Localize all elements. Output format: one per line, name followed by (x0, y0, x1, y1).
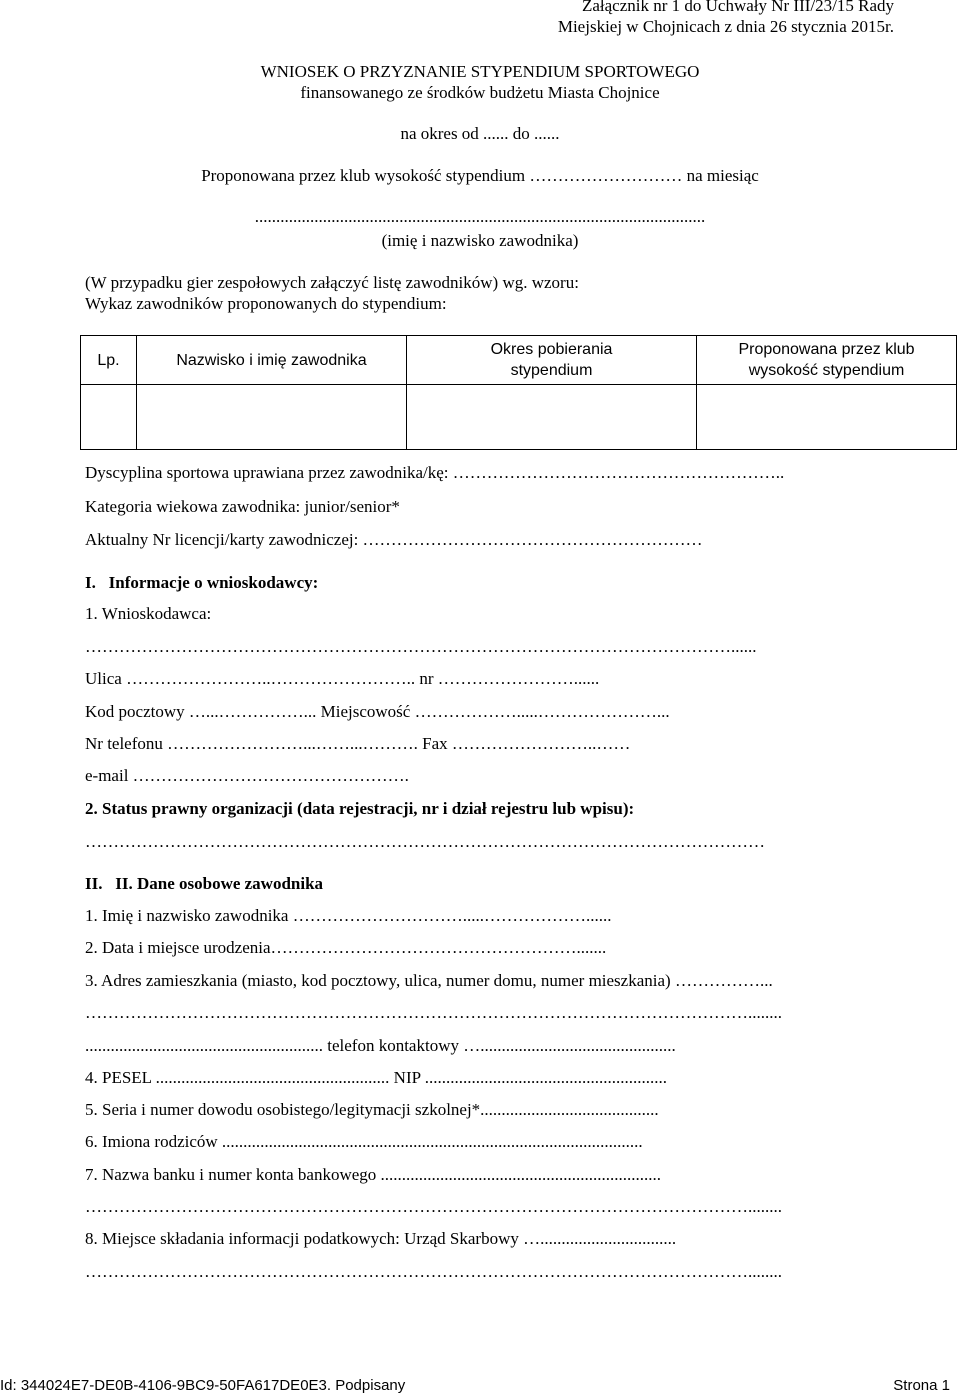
bank-account-dots[interactable]: ………………………………………………………………………………………………………........ (85, 1197, 782, 1216)
section-2-heading: II. II. Dane osobowe zawodnika (85, 874, 324, 893)
footer-page-number: Strona 1 (893, 1377, 950, 1394)
phone-fax-field[interactable]: Nr telefonu ……………………...……...………. Fax ……………………..…… (85, 734, 631, 753)
street-field[interactable]: Ulica ……………………..…………………….. nr ……………………...... (85, 669, 600, 688)
applicant-field[interactable]: ……………………………………………………………………………………………………...... (85, 637, 757, 656)
tax-office-dots[interactable]: ………………………………………………………………………………………………………........ (85, 1262, 782, 1281)
athlete-name-field[interactable]: 1. Imię i nazwisko zawodnika ………………………….....………………...... (85, 906, 612, 925)
table-cell[interactable] (137, 385, 407, 450)
table-cell[interactable] (407, 385, 697, 450)
legal-status-field[interactable]: ………………………………………………………………………………………………………… (85, 832, 765, 851)
section-1-heading: I. Informacje o wnioskodawcy: (85, 573, 319, 592)
id-document-field[interactable]: 5. Seria i numer dowodu osobistego/legitymacji szkolnej*.......................................... (85, 1100, 659, 1119)
team-note: (W przypadku gier zespołowych załączyć listę zawodników) wg. wzoru: (85, 273, 579, 292)
pesel-nip-field[interactable]: 4. PESEL ....................................................... NIP ......................................................... (85, 1068, 667, 1087)
period-line: na okres od ...... do ...... (400, 124, 560, 143)
table-cell[interactable] (697, 385, 957, 450)
col-lp-header: Lp. (81, 336, 137, 385)
discipline-field[interactable]: Dyscyplina sportowa uprawiana przez zawodnika/kę: ………………………………………………….. (85, 463, 785, 482)
legal-status-label: 2. Status prawny organizacji (data rejestracji, nr i dział rejestru lub wpisu): (85, 799, 635, 818)
address-field[interactable]: 3. Adres zamieszkania (miasto, kod pocztowy, ulica, numer domu, numer mieszkania) ……………... (85, 971, 773, 990)
contact-phone-field[interactable]: ........................................................ telefon kontaktowy ….............................................. (85, 1036, 676, 1055)
annex-line-1: Załącznik nr 1 do Uchwały Nr III/23/15 Rady (581, 0, 894, 15)
postal-city-field[interactable]: Kod pocztowy …...……………... Miejscowość ……………….....…………………... (85, 702, 670, 721)
address-dots[interactable]: ………………………………………………………………………………………………………........ (85, 1003, 782, 1022)
license-field[interactable]: Aktualny Nr licencji/karty zawodniczej: …………………………………………………… (85, 530, 703, 549)
table-cell[interactable] (81, 385, 137, 450)
athletes-table (80, 335, 957, 450)
athlete-name-caption: (imię i nazwisko zawodnika) (381, 231, 579, 250)
parents-names-field[interactable]: 6. Imiona rodziców ................................................................................................... (85, 1132, 643, 1151)
document-title: WNIOSEK O PRZYZNANIE STYPENDIUM SPORTOWEGO (260, 62, 700, 81)
applicant-label: 1. Wnioskodawca: (85, 604, 212, 623)
bank-account-field[interactable]: 7. Nazwa banku i numer konta bankowego .................................................................. (85, 1165, 662, 1184)
col-name-header: Nazwisko i imię zawodnika (137, 336, 407, 385)
age-category-field[interactable]: Kategoria wiekowa zawodnika: junior/senior* (85, 497, 400, 516)
email-field[interactable]: e-mail …………………………………………. (85, 766, 409, 785)
footer-document-id: Id: 344024E7-DE0B-4106-9BC9-50FA617DE0E3. Podpisany (0, 1377, 406, 1394)
proposed-amount-line: Proponowana przez klub wysokość stypendium ……………………… na miesiąc (201, 166, 759, 185)
table-header-row (81, 336, 957, 385)
annex-line-2: Miejskiej w Chojnicach z dnia 26 stycznia 2015r. (557, 17, 894, 36)
list-title: Wykaz zawodników proponowanych do stypendium: (85, 294, 447, 313)
col-period-header: Okres pobierania stypendium (407, 336, 697, 385)
tax-office-field[interactable]: 8. Miejsce składania informacji podatkowych: Urząd Skarbowy …................................ (85, 1229, 677, 1248)
col-amount-header: Proponowana przez klub wysokość stypendium (697, 336, 957, 385)
table-row (81, 385, 957, 450)
document-subtitle: finansowanego ze środków budżetu Miasta Chojnice (300, 83, 660, 102)
athlete-name-dots: .......................................................................................................... (254, 207, 706, 226)
birth-field[interactable]: 2. Data i miejsce urodzenia………………………………………………....... (85, 938, 607, 957)
